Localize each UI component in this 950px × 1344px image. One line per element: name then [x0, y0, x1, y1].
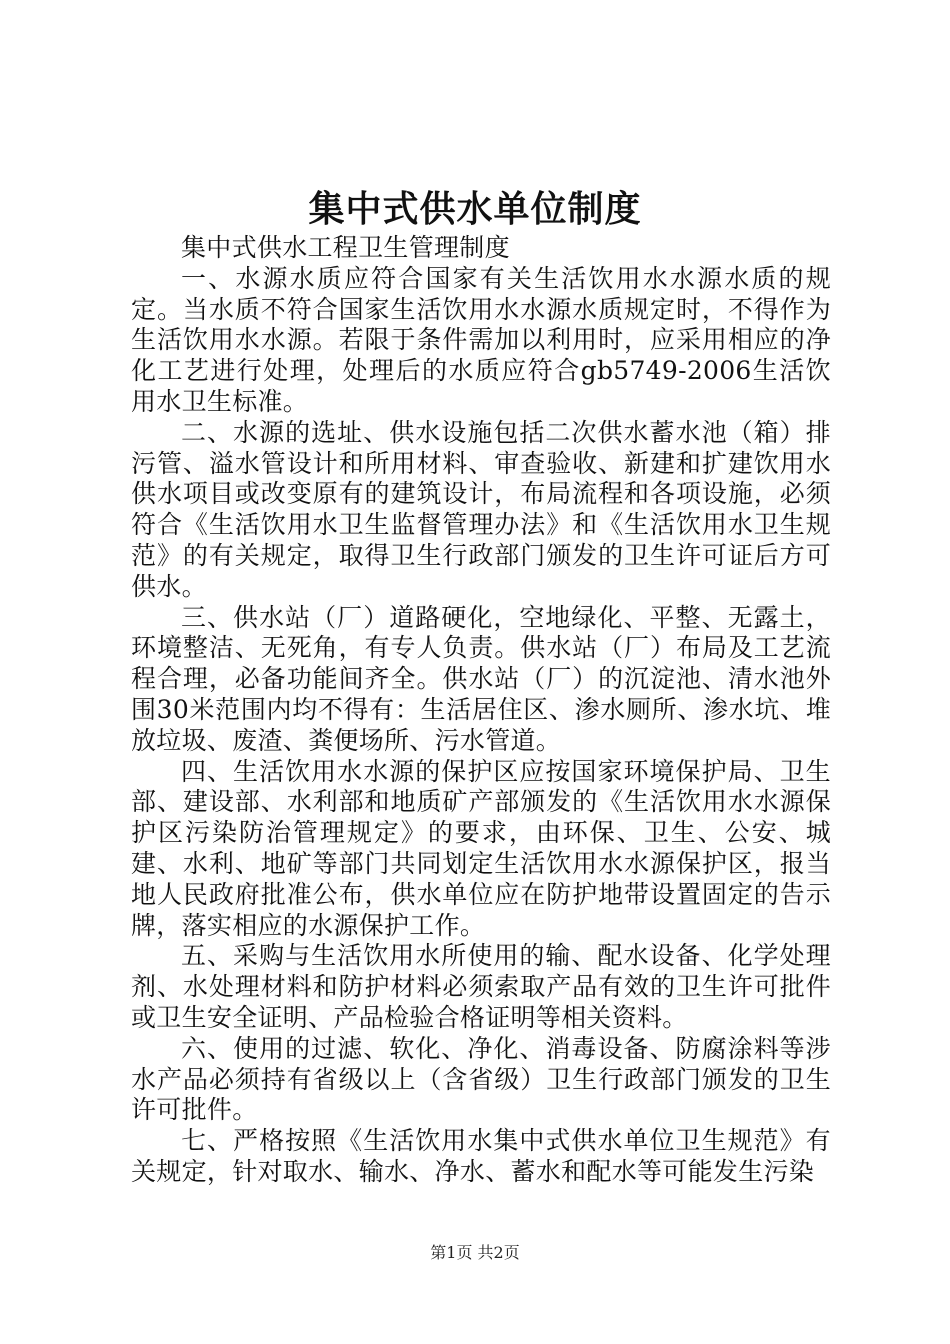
paragraph-1: 一、水源水质应符合国家有关生活饮用水水源水质的规定。当水质不符合国家生活饮用水水源水质规定时，不得作为生活饮用水水源。若限于条件需加以利用时，应采用相应的净化工艺进行处理，处理后的水质应符合gb5749-2006生活饮用水卫生标准。: [131, 263, 831, 416]
paragraph-2: 二、水源的选址、供水设施包括二次供水蓄水池（箱）排污管、溢水管设计和所用材料、审查验收、新建和扩建饮用水供水项目或改变原有的建筑设计，布局流程和各项设施，必须符合《生活饮用水卫生监督管理办法》和《生活饮用水卫生规范》的有关规定，取得卫生行政部门颁发的卫生许可证后方可供水。: [131, 417, 831, 601]
page-footer: 第1页 共2页: [430, 1243, 520, 1262]
document-title: 集中式供水单位制度: [308, 188, 642, 230]
document-body: [131, 233, 831, 1188]
paragraph-5: 五、采购与生活饮用水所使用的输、配水设备、化学处理剂、水处理材料和防护材料必须索取产品有效的卫生许可批件或卫生安全证明、产品检验合格证明等相关资料。: [131, 941, 831, 1032]
paragraph-7: 七、严格按照《生活饮用水集中式供水单位卫生规范》有关规定，针对取水、输水、净水、蓄水和配水等可能发生污染: [131, 1126, 831, 1186]
paragraph-3: 三、供水站（厂）道路硬化，空地绿化、平整、无露土，环境整洁、无死角，有专人负责。供水站（厂）布局及工艺流程合理，必备功能间齐全。供水站（厂）的沉淀池、清水池外围30米范围内均不得有：生活居住区、渗水厕所、渗水坑、堆放垃圾、废渣、粪便场所、污水管道。: [131, 602, 831, 755]
paragraph-subtitle: 集中式供水工程卫生管理制度: [181, 233, 510, 262]
paragraph-4: 四、生活饮用水水源的保护区应按国家环境保护局、卫生部、建设部、水利部和地质矿产部颁发的《生活饮用水水源保护区污染防治管理规定》的要求，由环保、卫生、公安、城建、水利、地矿等部门共同划定生活饮用水水源保护区，报当地人民政府批准公布，供水单位应在防护地带设置固定的告示牌，落实相应的水源保护工作。: [131, 756, 831, 940]
paragraph-6: 六、使用的过滤、软化、净化、消毒设备、防腐涂料等涉水产品必须持有省级以上（含省级）卫生行政部门颁发的卫生许可批件。: [131, 1033, 831, 1125]
